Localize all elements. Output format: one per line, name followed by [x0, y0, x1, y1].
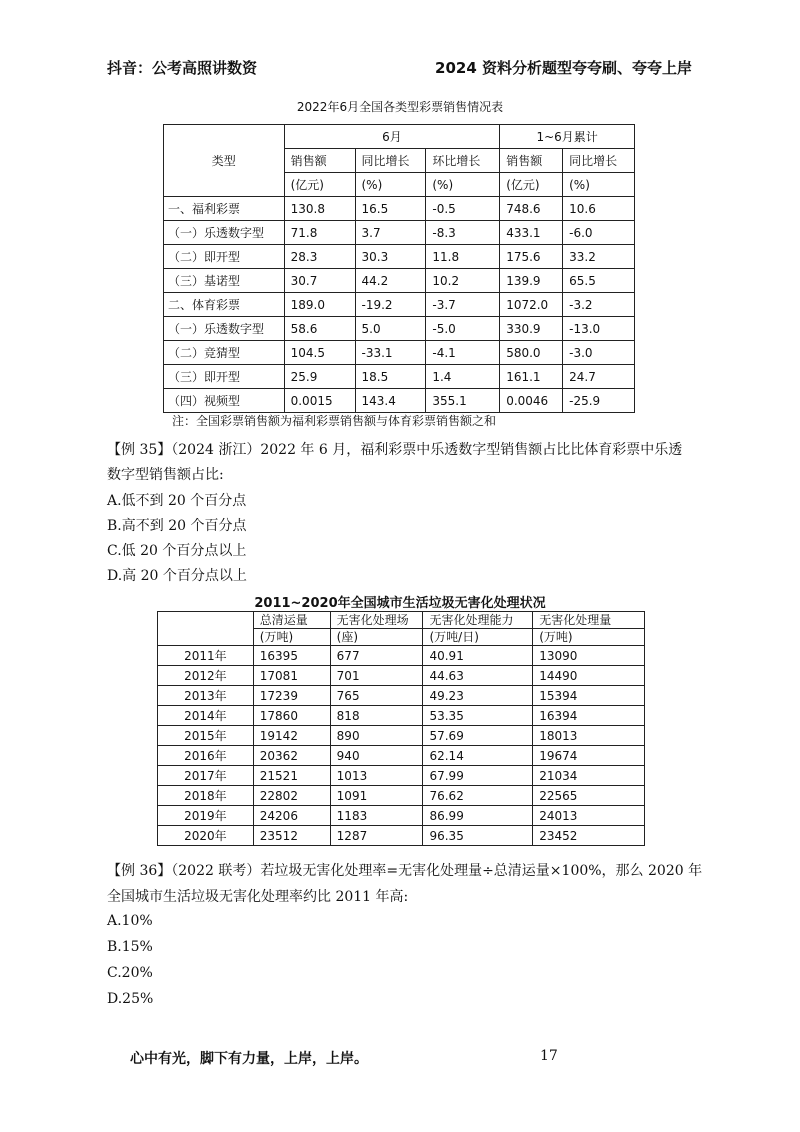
year-header-cell: [158, 612, 254, 646]
column-header: 环比增长: [426, 149, 500, 173]
footer-slogan: 心中有光，脚下有力量，上岸，上岸。: [130, 1051, 368, 1067]
table-row: [158, 686, 645, 706]
value-cell: 3.7: [355, 221, 426, 245]
value-cell: 0.0046: [500, 389, 563, 413]
value-cell: 23452: [533, 826, 645, 846]
value-cell: 1013: [330, 766, 423, 786]
row-label-cell: （三）即开型: [164, 365, 285, 389]
row-label-cell: （一）乐透数字型: [164, 317, 285, 341]
value-cell: 143.4: [355, 389, 426, 413]
row-label-cell: （二）竞猜型: [164, 341, 285, 365]
value-cell: 96.35: [423, 826, 533, 846]
value-cell: 58.6: [284, 317, 355, 341]
q36-option-a: A.10%: [107, 913, 153, 929]
row-label-cell: （二）即开型: [164, 245, 285, 269]
value-cell: 15394: [533, 686, 645, 706]
value-cell: 22802: [253, 786, 330, 806]
value-cell: 130.8: [284, 197, 355, 221]
cumulative-group-header: 1~6月累计: [500, 125, 635, 149]
value-cell: 19674: [533, 746, 645, 766]
q36-option-d: D.25%: [107, 991, 154, 1007]
column-unit: (%): [426, 173, 500, 197]
value-cell: 21034: [533, 766, 645, 786]
table-row: [164, 221, 635, 245]
table-row: [158, 706, 645, 726]
value-cell: 21521: [253, 766, 330, 786]
table-row: [164, 389, 635, 413]
value-cell: 24206: [253, 806, 330, 826]
table-row: [158, 666, 645, 686]
column-unit: (%): [563, 173, 635, 197]
column-unit: (万吨): [253, 629, 330, 646]
table-row: [164, 341, 635, 365]
q36-stem-line2: 全国城市生活垃圾无害化处理率约比 2011 年高:: [107, 889, 409, 905]
value-cell: 16394: [533, 706, 645, 726]
type-header: 类型: [164, 125, 285, 197]
q36-option-c: C.20%: [107, 965, 153, 981]
value-cell: 25.9: [284, 365, 355, 389]
column-header: 销售额: [500, 149, 563, 173]
value-cell: 30.7: [284, 269, 355, 293]
q35-stem-line1: 【例 35】（2024 浙江）2022 年 6 月，福利彩票中乐透数字型销售额占比比体育彩票中乐透: [107, 442, 683, 458]
value-cell: 748.6: [500, 197, 563, 221]
value-cell: 20362: [253, 746, 330, 766]
value-cell: -19.2: [355, 293, 426, 317]
table-row: [164, 365, 635, 389]
row-label-cell: 二、体育彩票: [164, 293, 285, 317]
year-cell: 2017年: [158, 766, 254, 786]
column-unit: (万吨): [533, 629, 645, 646]
lottery-table-note: 注：全国彩票销售额为福利彩票销售额与体育彩票销售额之和: [172, 414, 497, 428]
value-cell: 44.2: [355, 269, 426, 293]
value-cell: -13.0: [563, 317, 635, 341]
row-label-cell: （一）乐透数字型: [164, 221, 285, 245]
lottery-table-title: 2022年6月全国各类型彩票销售情况表: [296, 100, 504, 114]
column-unit: (%): [355, 173, 426, 197]
year-cell: 2018年: [158, 786, 254, 806]
year-cell: 2012年: [158, 666, 254, 686]
table-row: [158, 806, 645, 826]
column-header: 无害化处理场: [330, 612, 423, 629]
value-cell: 10.2: [426, 269, 500, 293]
value-cell: 189.0: [284, 293, 355, 317]
value-cell: 890: [330, 726, 423, 746]
value-cell: 175.6: [500, 245, 563, 269]
column-header: 无害化处理量: [533, 612, 645, 629]
value-cell: 701: [330, 666, 423, 686]
value-cell: 19142: [253, 726, 330, 746]
column-header: 同比增长: [563, 149, 635, 173]
value-cell: 53.35: [423, 706, 533, 726]
header-right-text: 2024 资料分析题型夸夸刷、夸夸上岸: [435, 59, 692, 77]
table-row: [158, 726, 645, 746]
value-cell: 16.5: [355, 197, 426, 221]
value-cell: 40.91: [423, 646, 533, 666]
table-row: [158, 826, 645, 846]
value-cell: 0.0015: [284, 389, 355, 413]
value-cell: 76.62: [423, 786, 533, 806]
column-unit: (亿元): [284, 173, 355, 197]
value-cell: 14490: [533, 666, 645, 686]
value-cell: 17081: [253, 666, 330, 686]
table-header-row: [164, 125, 635, 149]
value-cell: 18.5: [355, 365, 426, 389]
value-cell: 330.9: [500, 317, 563, 341]
value-cell: 11.8: [426, 245, 500, 269]
value-cell: -4.1: [426, 341, 500, 365]
column-header: 同比增长: [355, 149, 426, 173]
value-cell: -3.0: [563, 341, 635, 365]
lottery-sales-table: [163, 124, 635, 413]
q35-stem-line2: 数字型销售额占比:: [107, 467, 224, 483]
table-row: [158, 766, 645, 786]
value-cell: 433.1: [500, 221, 563, 245]
value-cell: -6.0: [563, 221, 635, 245]
value-cell: 71.8: [284, 221, 355, 245]
year-cell: 2015年: [158, 726, 254, 746]
value-cell: 24.7: [563, 365, 635, 389]
q36-option-b: B.15%: [107, 939, 153, 955]
column-unit: (座): [330, 629, 423, 646]
value-cell: 44.63: [423, 666, 533, 686]
value-cell: 104.5: [284, 341, 355, 365]
value-cell: -3.2: [563, 293, 635, 317]
value-cell: 49.23: [423, 686, 533, 706]
year-cell: 2014年: [158, 706, 254, 726]
table-row: [158, 646, 645, 666]
value-cell: 355.1: [426, 389, 500, 413]
table-header-row: [158, 612, 645, 629]
june-group-header: 6月: [284, 125, 500, 149]
value-cell: 17860: [253, 706, 330, 726]
value-cell: 23512: [253, 826, 330, 846]
table-row: [164, 317, 635, 341]
value-cell: -25.9: [563, 389, 635, 413]
table-row: [164, 197, 635, 221]
value-cell: -5.0: [426, 317, 500, 341]
garbage-treatment-table: [157, 611, 645, 846]
column-header: 销售额: [284, 149, 355, 173]
value-cell: 30.3: [355, 245, 426, 269]
value-cell: 13090: [533, 646, 645, 666]
column-unit: (万吨/日): [423, 629, 533, 646]
value-cell: -8.3: [426, 221, 500, 245]
value-cell: 1091: [330, 786, 423, 806]
table-row: [164, 269, 635, 293]
value-cell: 1183: [330, 806, 423, 826]
row-label-cell: 一、福利彩票: [164, 197, 285, 221]
value-cell: 818: [330, 706, 423, 726]
q36-stem-line1: 【例 36】（2022 联考）若垃圾无害化处理率=无害化处理量÷总清运量×100%，那么 2020 年: [107, 863, 703, 879]
page-number: 17: [540, 1048, 558, 1064]
value-cell: 580.0: [500, 341, 563, 365]
q35-option-d: D.高 20 个百分点以上: [107, 568, 247, 584]
table-row: [164, 293, 635, 317]
column-unit: (亿元): [500, 173, 563, 197]
row-label-cell: （四）视频型: [164, 389, 285, 413]
value-cell: 65.5: [563, 269, 635, 293]
year-cell: 2016年: [158, 746, 254, 766]
value-cell: 62.14: [423, 746, 533, 766]
q35-option-a: A.低不到 20 个百分点: [107, 493, 247, 509]
year-cell: 2011年: [158, 646, 254, 666]
value-cell: 5.0: [355, 317, 426, 341]
value-cell: 161.1: [500, 365, 563, 389]
value-cell: 10.6: [563, 197, 635, 221]
value-cell: 1287: [330, 826, 423, 846]
row-label-cell: （三）基诺型: [164, 269, 285, 293]
table-row: [164, 245, 635, 269]
value-cell: 16395: [253, 646, 330, 666]
value-cell: 1072.0: [500, 293, 563, 317]
garbage-table-title: 2011~2020年全国城市生活垃圾无害化处理状况: [254, 596, 546, 611]
value-cell: 940: [330, 746, 423, 766]
year-cell: 2013年: [158, 686, 254, 706]
value-cell: 86.99: [423, 806, 533, 826]
year-cell: 2019年: [158, 806, 254, 826]
value-cell: 67.99: [423, 766, 533, 786]
value-cell: -0.5: [426, 197, 500, 221]
value-cell: -3.7: [426, 293, 500, 317]
value-cell: 28.3: [284, 245, 355, 269]
value-cell: 1.4: [426, 365, 500, 389]
year-cell: 2020年: [158, 826, 254, 846]
value-cell: 677: [330, 646, 423, 666]
value-cell: 24013: [533, 806, 645, 826]
value-cell: 17239: [253, 686, 330, 706]
column-header: 无害化处理能力: [423, 612, 533, 629]
value-cell: 139.9: [500, 269, 563, 293]
column-header: 总清运量: [253, 612, 330, 629]
value-cell: 22565: [533, 786, 645, 806]
value-cell: 18013: [533, 726, 645, 746]
value-cell: 57.69: [423, 726, 533, 746]
header-left-text: 抖音：公考高照讲数资: [107, 59, 258, 77]
value-cell: 33.2: [563, 245, 635, 269]
table-row: [158, 786, 645, 806]
value-cell: -33.1: [355, 341, 426, 365]
table-row: [158, 746, 645, 766]
q35-option-b: B.高不到 20 个百分点: [107, 518, 247, 534]
value-cell: 765: [330, 686, 423, 706]
q35-option-c: C.低 20 个百分点以上: [107, 543, 247, 559]
